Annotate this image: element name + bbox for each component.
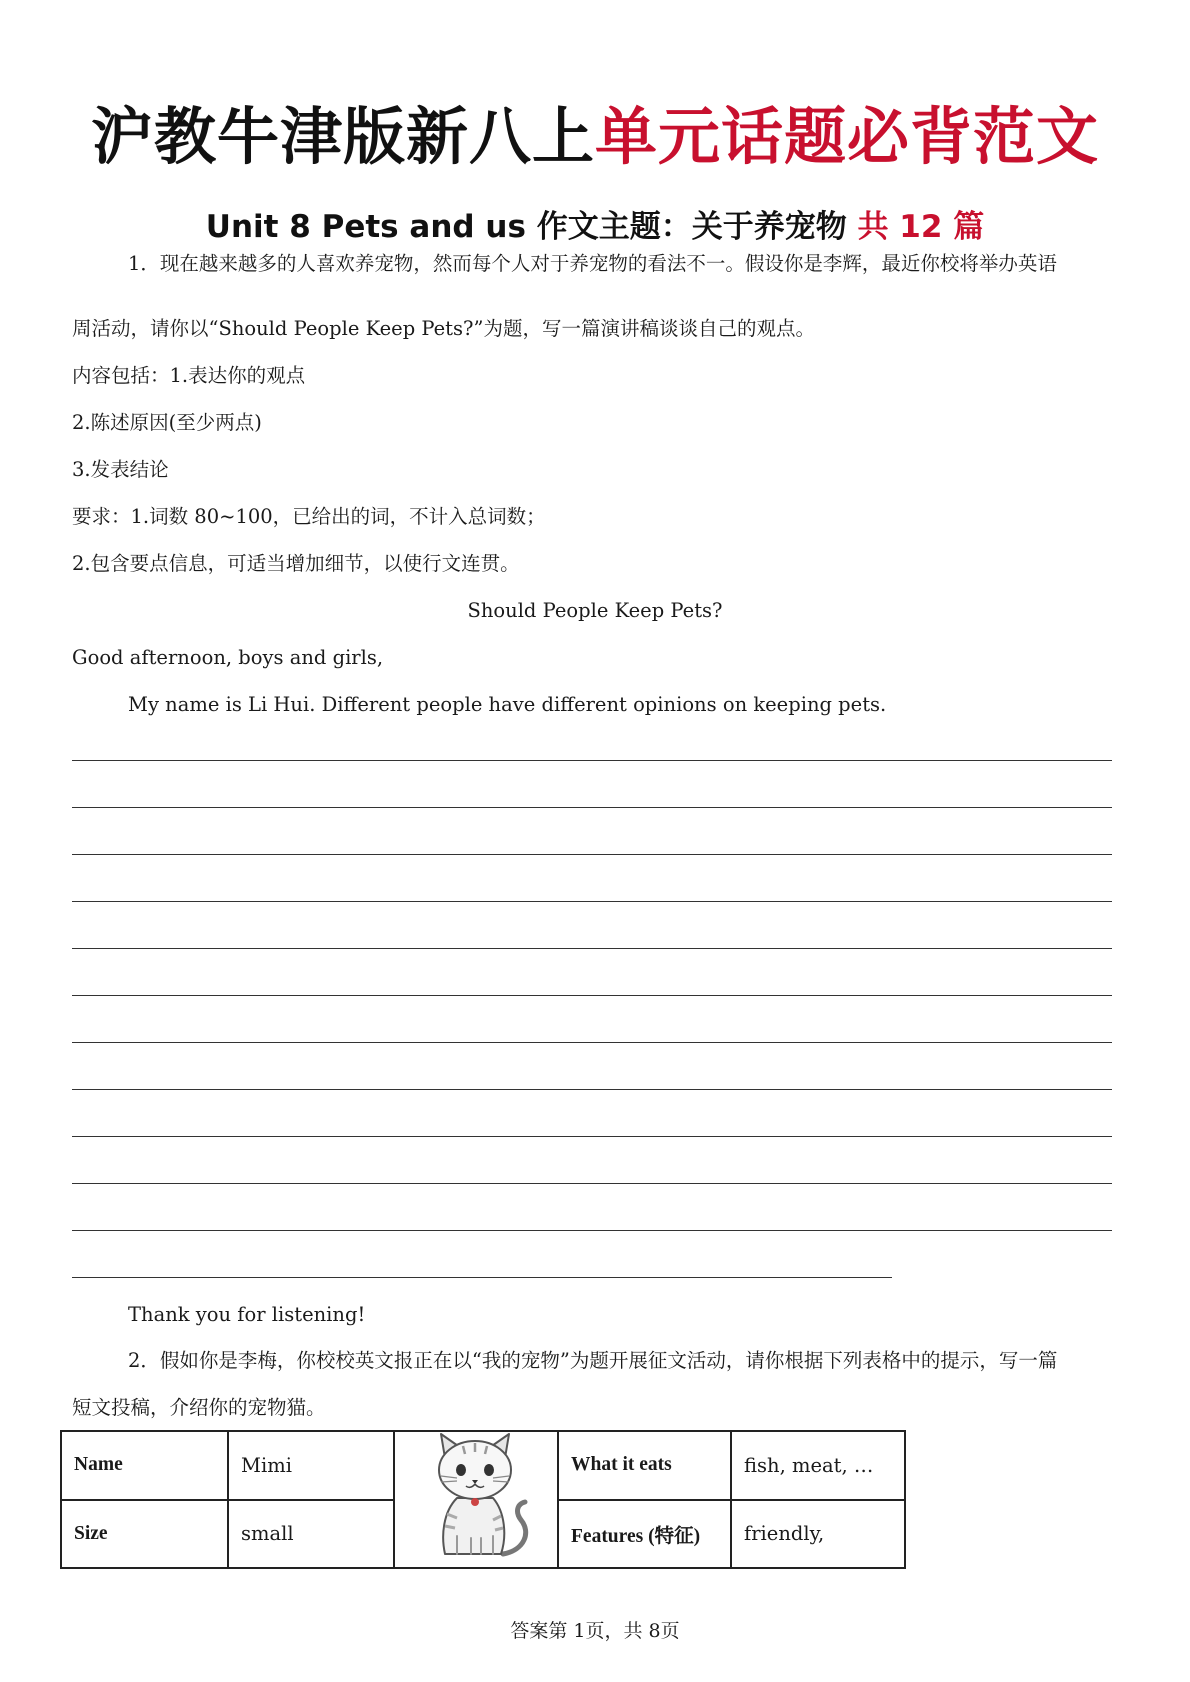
- features-value: friendly,: [731, 1500, 905, 1569]
- essay-closing: Thank you for listening!: [128, 1303, 366, 1326]
- writing-line: [72, 1277, 892, 1278]
- task1-content-heading: 内容包括：1.表达你的观点: [72, 364, 306, 387]
- pet-info-table: [60, 1430, 906, 1569]
- cat-icon: [417, 1432, 535, 1562]
- cat-illustration-cell: [394, 1431, 558, 1568]
- writing-line: [72, 1042, 1112, 1043]
- writing-line: [72, 807, 1112, 808]
- writing-line: [72, 1230, 1112, 1231]
- task1-prompt-line2: 周活动，请你以“Should People Keep Pets?”为题，写一篇演讲稿谈谈自己的观点。: [72, 317, 815, 340]
- essay-title: Should People Keep Pets?: [467, 599, 723, 622]
- size-label: Size: [61, 1500, 228, 1569]
- eats-value: fish, meat, …: [731, 1431, 905, 1500]
- name-label: Name: [61, 1431, 228, 1500]
- writing-line: [72, 1136, 1112, 1137]
- features-label: Features (特征): [558, 1500, 731, 1569]
- writing-line: [72, 1089, 1112, 1090]
- writing-line: [72, 854, 1112, 855]
- main-title-black: 沪教牛津版新八上: [90, 100, 595, 173]
- sub-title-black: Unit 8 Pets and us 作文主题：关于养宠物: [205, 209, 858, 245]
- task1-requirement-line2: 2.包含要点信息，可适当增加细节，以使行文连贯。: [72, 552, 520, 575]
- sub-title: [0, 206, 1190, 248]
- table-row: [61, 1431, 905, 1500]
- eats-label: What it eats: [558, 1431, 731, 1500]
- page-footer: 答案第 1页，共 8页: [510, 1620, 680, 1642]
- writing-line: [72, 995, 1112, 996]
- task1-content-item3: 3.发表结论: [72, 458, 169, 481]
- task1-content-item2: 2.陈述原因(至少两点): [72, 411, 262, 434]
- task2-prompt-line1: 2．假如你是李梅，你校校英文报正在以“我的宠物”为题开展征文活动，请你根据下列表格中的提示，写一篇: [128, 1349, 1058, 1372]
- essay-greeting: Good afternoon, boys and girls,: [72, 646, 384, 669]
- task1-prompt-line1: 1．现在越来越多的人喜欢养宠物，然而每个人对于养宠物的看法不一。假设你是李辉，最近你校将举办英语: [128, 252, 1057, 275]
- writing-line: [72, 1183, 1112, 1184]
- size-value: small: [228, 1500, 394, 1569]
- name-value: Mimi: [228, 1431, 394, 1500]
- main-title-red: 单元话题必背范文: [595, 100, 1100, 173]
- writing-line: [72, 901, 1112, 902]
- writing-line: [72, 948, 1112, 949]
- main-title: [0, 96, 1190, 178]
- essay-opening: My name is Li Hui. Different people have different opinions on keeping pets.: [128, 693, 887, 716]
- sub-title-red: 共 12 篇: [857, 209, 985, 245]
- task1-requirement-line1: 要求：1.词数 80~100，已给出的词，不计入总词数；: [72, 505, 546, 528]
- writing-line: [72, 760, 1112, 761]
- task2-prompt-line2: 短文投稿，介绍你的宠物猫。: [72, 1396, 326, 1419]
